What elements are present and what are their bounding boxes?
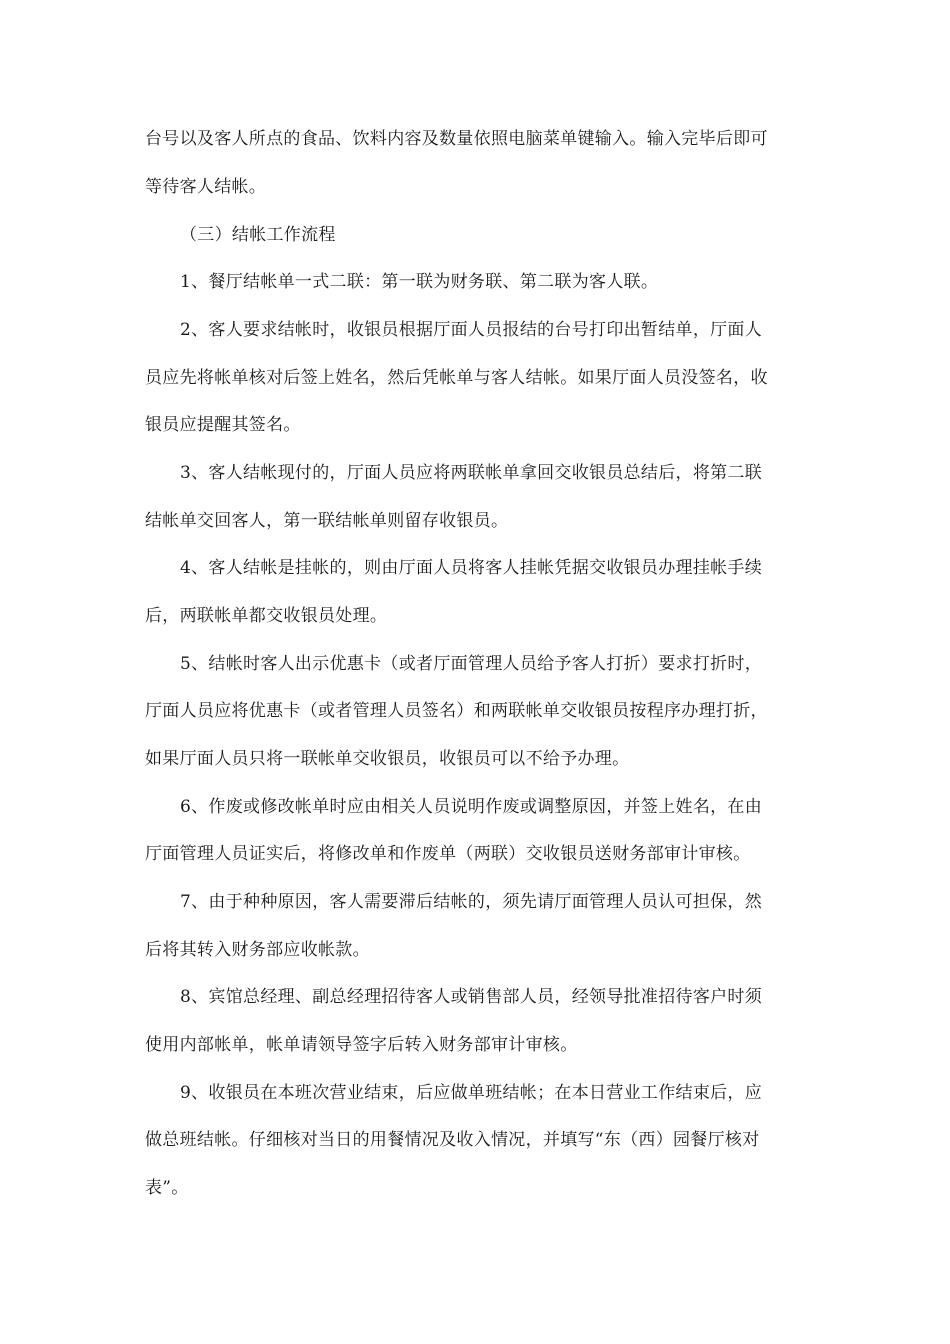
- text-line: 6、作废或修改帐单时应由相关人员说明作废或调整原因，并签上姓名，在由: [180, 797, 763, 817]
- text-line: 使用内部帐单，帐单请领导签字后转入财务部审计审核。: [145, 1035, 578, 1055]
- text-line: 2、客人要求结帐时，收银员根据厅面人员报结的台号打印出暂结单，厅面人: [180, 320, 763, 340]
- section-heading: （三）结帐工作流程: [180, 225, 336, 245]
- text-line: 1、餐厅结帐单一式二联：第一联为财务联、第二联为客人联。: [180, 272, 659, 292]
- text-line: 台号以及客人所点的食品、饮料内容及数量依照电脑菜单键输入。输入完毕后即可: [145, 129, 768, 149]
- text-line: 后将其转入财务部应收帐款。: [145, 940, 370, 960]
- text-line: 厅面人员应将优惠卡（或者管理人员签名）和两联帐单交收银员按程序办理打折，: [145, 701, 768, 721]
- text-line: 银员应提醒其签名。: [145, 415, 301, 435]
- text-line: 4、客人结帐是挂帐的，则由厅面人员将客人挂帐凭据交收银员办理挂帐手续: [180, 558, 763, 578]
- text-line: 如果厅面人员只将一联帐单交收银员，收银员可以不给予办理。: [145, 749, 630, 769]
- text-line: 员应先将帐单核对后签上姓名，然后凭帐单与客人结帐。如果厅面人员没签名，收: [145, 368, 768, 388]
- text-line: 等待客人结帐。: [145, 177, 267, 197]
- text-line: 表”。: [145, 1178, 189, 1198]
- text-line: 8、宾馆总经理、副总经理招待客人或销售部人员，经领导批准招待客户时须: [180, 987, 763, 1007]
- text-line: 7、由于种种原因，客人需要滞后结帐的，须先请厅面管理人员认可担保，然: [180, 892, 763, 912]
- text-line: 9、收银员在本班次营业结束，后应做单班结帐；在本日营业工作结束后，应: [180, 1083, 763, 1103]
- text-line: 厅面管理人员证实后，将修改单和作废单（两联）交收银员送财务部审计审核。: [145, 844, 751, 864]
- text-line: 结帐单交回客人，第一联结帐单则留存收银员。: [145, 511, 509, 531]
- text-line: 后，两联帐单都交收银员处理。: [145, 606, 388, 626]
- text-line: 做总班结帐。仔细核对当日的用餐情况及收入情况，并填写“东（西）园餐厅核对: [145, 1130, 760, 1150]
- text-line: 5、结帐时客人出示优惠卡（或者厅面管理人员给予客人打折）要求打折时，: [180, 654, 763, 674]
- text-line: 3、客人结帐现付的，厅面人员应将两联帐单拿回交收银员总结后，将第二联: [180, 463, 763, 483]
